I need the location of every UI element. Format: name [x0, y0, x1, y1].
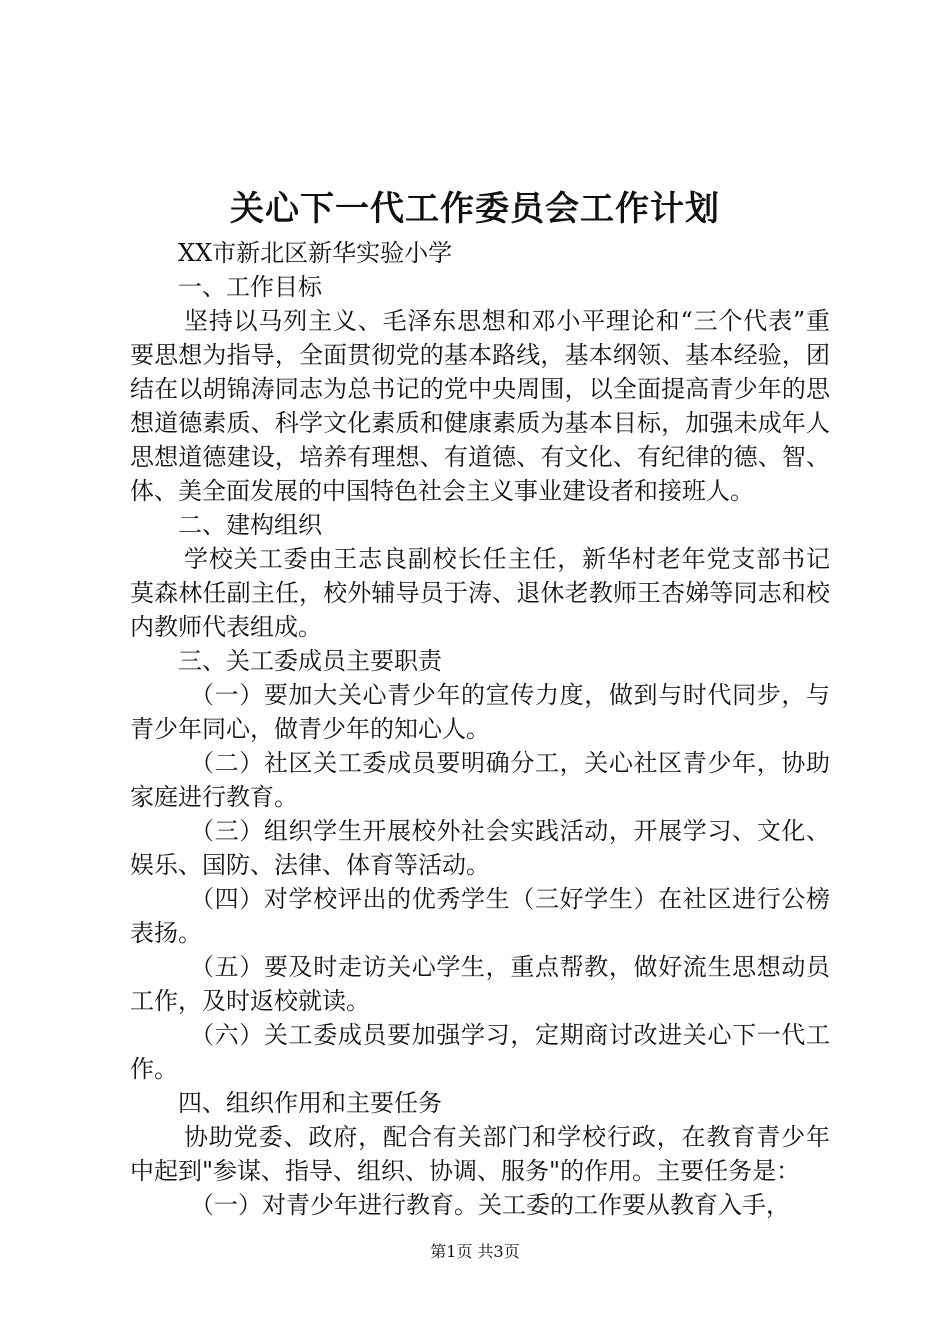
duty-item-4: （四）对学校评出的优秀学生（三好学生）在社区进行公榜表扬。 — [130, 885, 830, 947]
duty-item-2: （二）社区关工委成员要明确分工，关心社区青少年，协助家庭进行教育。 — [130, 749, 830, 811]
document-body — [130, 236, 830, 1222]
paragraph-organization: 学校关工委由王志良副校长任主任，新华村老年党支部书记莫森林任副主任，校外辅导员于涛、退休老教师王杏娣等同志和校内教师代表组成。 — [130, 545, 830, 641]
section-heading-1: 一、工作目标 — [178, 273, 322, 301]
section-heading-2: 二、建构组织 — [178, 511, 322, 539]
duty-item-1: （一）要加大关心青少年的宣传力度，做到与时代同步，与青少年同心，做青少年的知心人。 — [130, 681, 830, 743]
section-heading-3: 三、关工委成员主要职责 — [178, 647, 442, 675]
duty-item-3: （三）组织学生开展校外社会实践活动，开展学习、文化、娱乐、国防、法律、体育等活动。 — [130, 817, 830, 879]
school-name: XX市新北区新华实验小学 — [178, 239, 453, 267]
duty-item-6: （六）关工委成员要加强学习，定期商讨改进关心下一代工作。 — [130, 1021, 830, 1083]
section-heading-4: 四、组织作用和主要任务 — [178, 1089, 442, 1117]
page-footer: 第1页 共3页 — [430, 1242, 520, 1261]
document-title: 关心下一代工作委员会工作计划 — [230, 189, 720, 229]
task-item-1: （一）对青少年进行教育。关工委的工作要从教育入手， — [190, 1191, 790, 1219]
duty-item-5: （五）要及时走访关心学生，重点帮教，做好流生思想动员工作，及时返校就读。 — [130, 953, 830, 1015]
paragraph-goals: 坚持以马列主义、毛泽东思想和邓小平理论和“三个代表”重要思想为指导，全面贯彻党的基本路线，基本纲领、基本经验，团结在以胡锦涛同志为总书记的党中央周围，以全面提高青少年的思想道德素质、科学文化素质和健康素质为基本目标，加强未成年人思想道德建设，培养有理想、有道德、有文化、有纪律的德、智、体、美全面发展的中国特色社会主义事业建设者和接班人。 — [130, 307, 830, 505]
paragraph-tasks: 协助党委、政府，配合有关部门和学校行政，在教育青少年中起到"参谋、指导、组织、协调、服务"的作用。主要任务是： — [130, 1123, 830, 1185]
